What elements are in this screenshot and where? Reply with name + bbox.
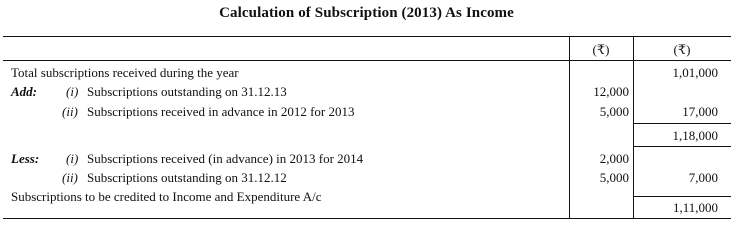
- add-item1-col1: 12,000: [593, 84, 629, 99]
- currency-header-col1: (₹): [592, 42, 610, 57]
- currency-header-col2: (₹): [673, 42, 691, 57]
- final-label: Subscriptions to be credited to Income and Expenditure A/c: [11, 189, 322, 204]
- less-item1-label: Subscriptions received (in advance) in 2013 for 2014: [87, 151, 364, 166]
- add-heading: Add:: [11, 84, 37, 99]
- less-item1-marker: (i): [66, 151, 79, 166]
- less-item2-col2: 7,000: [688, 170, 718, 185]
- page-title: Calculation of Subscription (2013) As Income: [219, 5, 514, 21]
- final-col2: 1,11,000: [672, 200, 718, 215]
- less-item2-col1: 5,000: [599, 170, 629, 185]
- subtotal-rule-bottom: [633, 146, 731, 147]
- column-divider-2: [633, 36, 634, 218]
- total-received-label: Total subscriptions received during the year: [11, 65, 239, 80]
- add-item1-label: Subscriptions outstanding on 31.12.13: [87, 84, 287, 99]
- column-divider-1: [569, 36, 570, 218]
- final-rule-top: [633, 196, 731, 197]
- add-item2-label: Subscriptions received in advance in 2012 for 2013: [87, 104, 355, 119]
- subtotal-col2: 1,18,000: [672, 128, 718, 143]
- less-item1-col1: 2,000: [599, 151, 629, 166]
- total-received-col2: 1,01,000: [672, 65, 718, 80]
- less-item2-label: Subscriptions outstanding on 31.12.12: [87, 170, 287, 185]
- add-item2-marker: (ii): [62, 104, 78, 119]
- add-item1-marker: (i): [66, 84, 79, 99]
- header-bottom-border: [3, 60, 731, 61]
- add-item2-col1: 5,000: [599, 104, 629, 119]
- less-heading: Less:: [11, 151, 40, 166]
- less-item2-marker: (ii): [62, 170, 78, 185]
- table-bottom-border: [3, 218, 731, 219]
- add-item2-col2: 17,000: [682, 104, 718, 119]
- table-top-border: [3, 36, 731, 37]
- subtotal-rule-top: [633, 123, 731, 124]
